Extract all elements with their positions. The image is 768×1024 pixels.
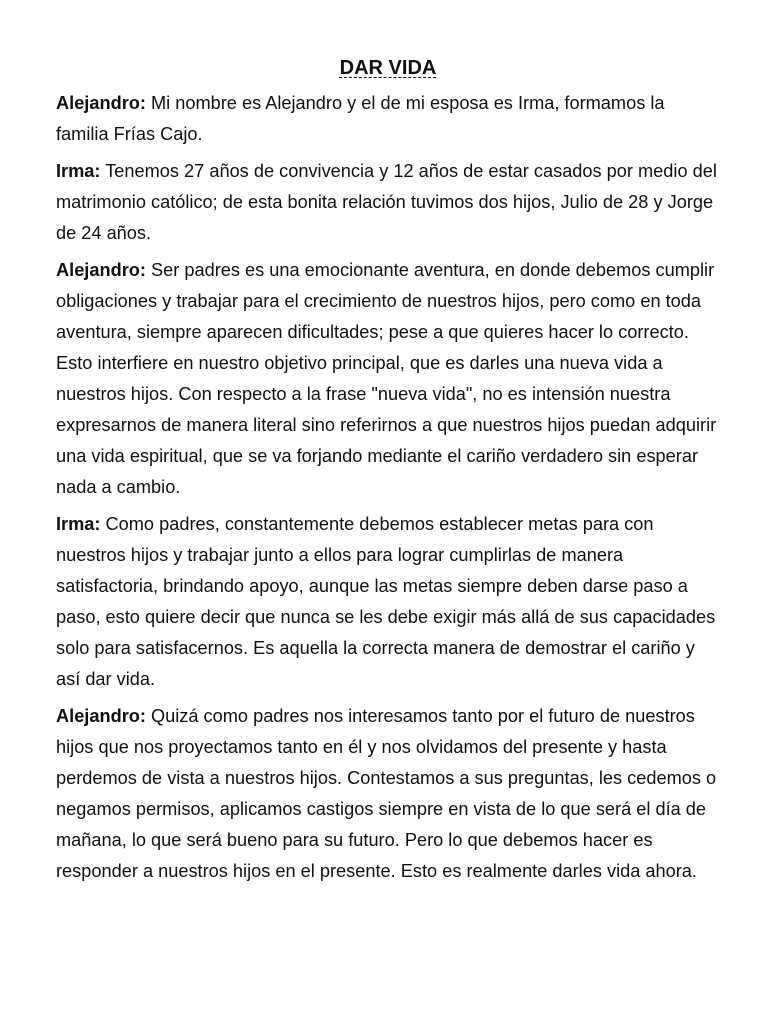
speaker-name: Alejandro: bbox=[56, 706, 146, 726]
speaker-name: Irma: bbox=[56, 161, 101, 181]
dialogue-text: Quizá como padres nos interesamos tanto por el futuro de nuestros hijos que nos proyectamos tanto en él y nos olvidamos del presente y hasta perdemos de vista a nuestros hijos. Contestamos a sus preguntas, les cedemos o negamos permisos, aplicamos castigos siempre en vista de lo que será el día de mañana, lo que será bueno para su futuro. Pero lo que debemos hacer es responder a nuestros hijos en el presente. Esto es realmente darles vida ahora. bbox=[56, 706, 717, 881]
dialogue-text: Tenemos 27 años de convivencia y 12 años de estar casados por medio del matrimonio católico; de esta bonita relación tuvimos dos hijos, Julio de 28 y Jorge de 24 años. bbox=[56, 161, 717, 243]
speaker-name: Alejandro: bbox=[56, 93, 146, 113]
document-page bbox=[56, 54, 720, 893]
dialogue-text: Como padres, constantemente debemos establecer metas para con nuestros hijos y trabajar junto a ellos para lograr cumplirlas de manera satisfactoria, brindando apoyo, aunque las metas siempre deben darse paso a paso, esto quiere decir que nunca se les debe exigir más allá de sus capacidades solo para satisfacernos. Es aquella la correcta manera de demostrar el cariño y así dar vida. bbox=[56, 514, 716, 689]
document-title bbox=[56, 54, 720, 82]
speaker-name: Irma: bbox=[56, 514, 101, 534]
dialogue-text: Ser padres es una emocionante aventura, en donde debemos cumplir obligaciones y trabajar para el crecimiento de nuestros hijos, pero como en toda aventura, siempre aparecen dificultades; pese a que quieres hacer lo correcto. Esto interfiere en nuestro objetivo principal, que es darles una nueva vida a nuestros hijos. Con respecto a la frase "nueva vida", no es intensión nuestra expresarnos de manera literal sino referirnos a que nuestros hijos puedan adquirir una vida espiritual, que se va forjando mediante el cariño verdadero sin esperar nada a cambio. bbox=[56, 260, 717, 497]
dialogue-paragraph-1 bbox=[56, 88, 720, 150]
dialogue-paragraph-5 bbox=[56, 701, 720, 887]
dialogue-paragraph-3 bbox=[56, 255, 720, 503]
dialogue-paragraph-2 bbox=[56, 156, 720, 249]
dialogue-text: Mi nombre es Alejandro y el de mi esposa es Irma, formamos la familia Frías Cajo. bbox=[56, 93, 665, 144]
speaker-name: Alejandro: bbox=[56, 260, 146, 280]
dialogue-paragraph-4 bbox=[56, 509, 720, 695]
document-title-text: DAR VIDA bbox=[339, 57, 437, 79]
